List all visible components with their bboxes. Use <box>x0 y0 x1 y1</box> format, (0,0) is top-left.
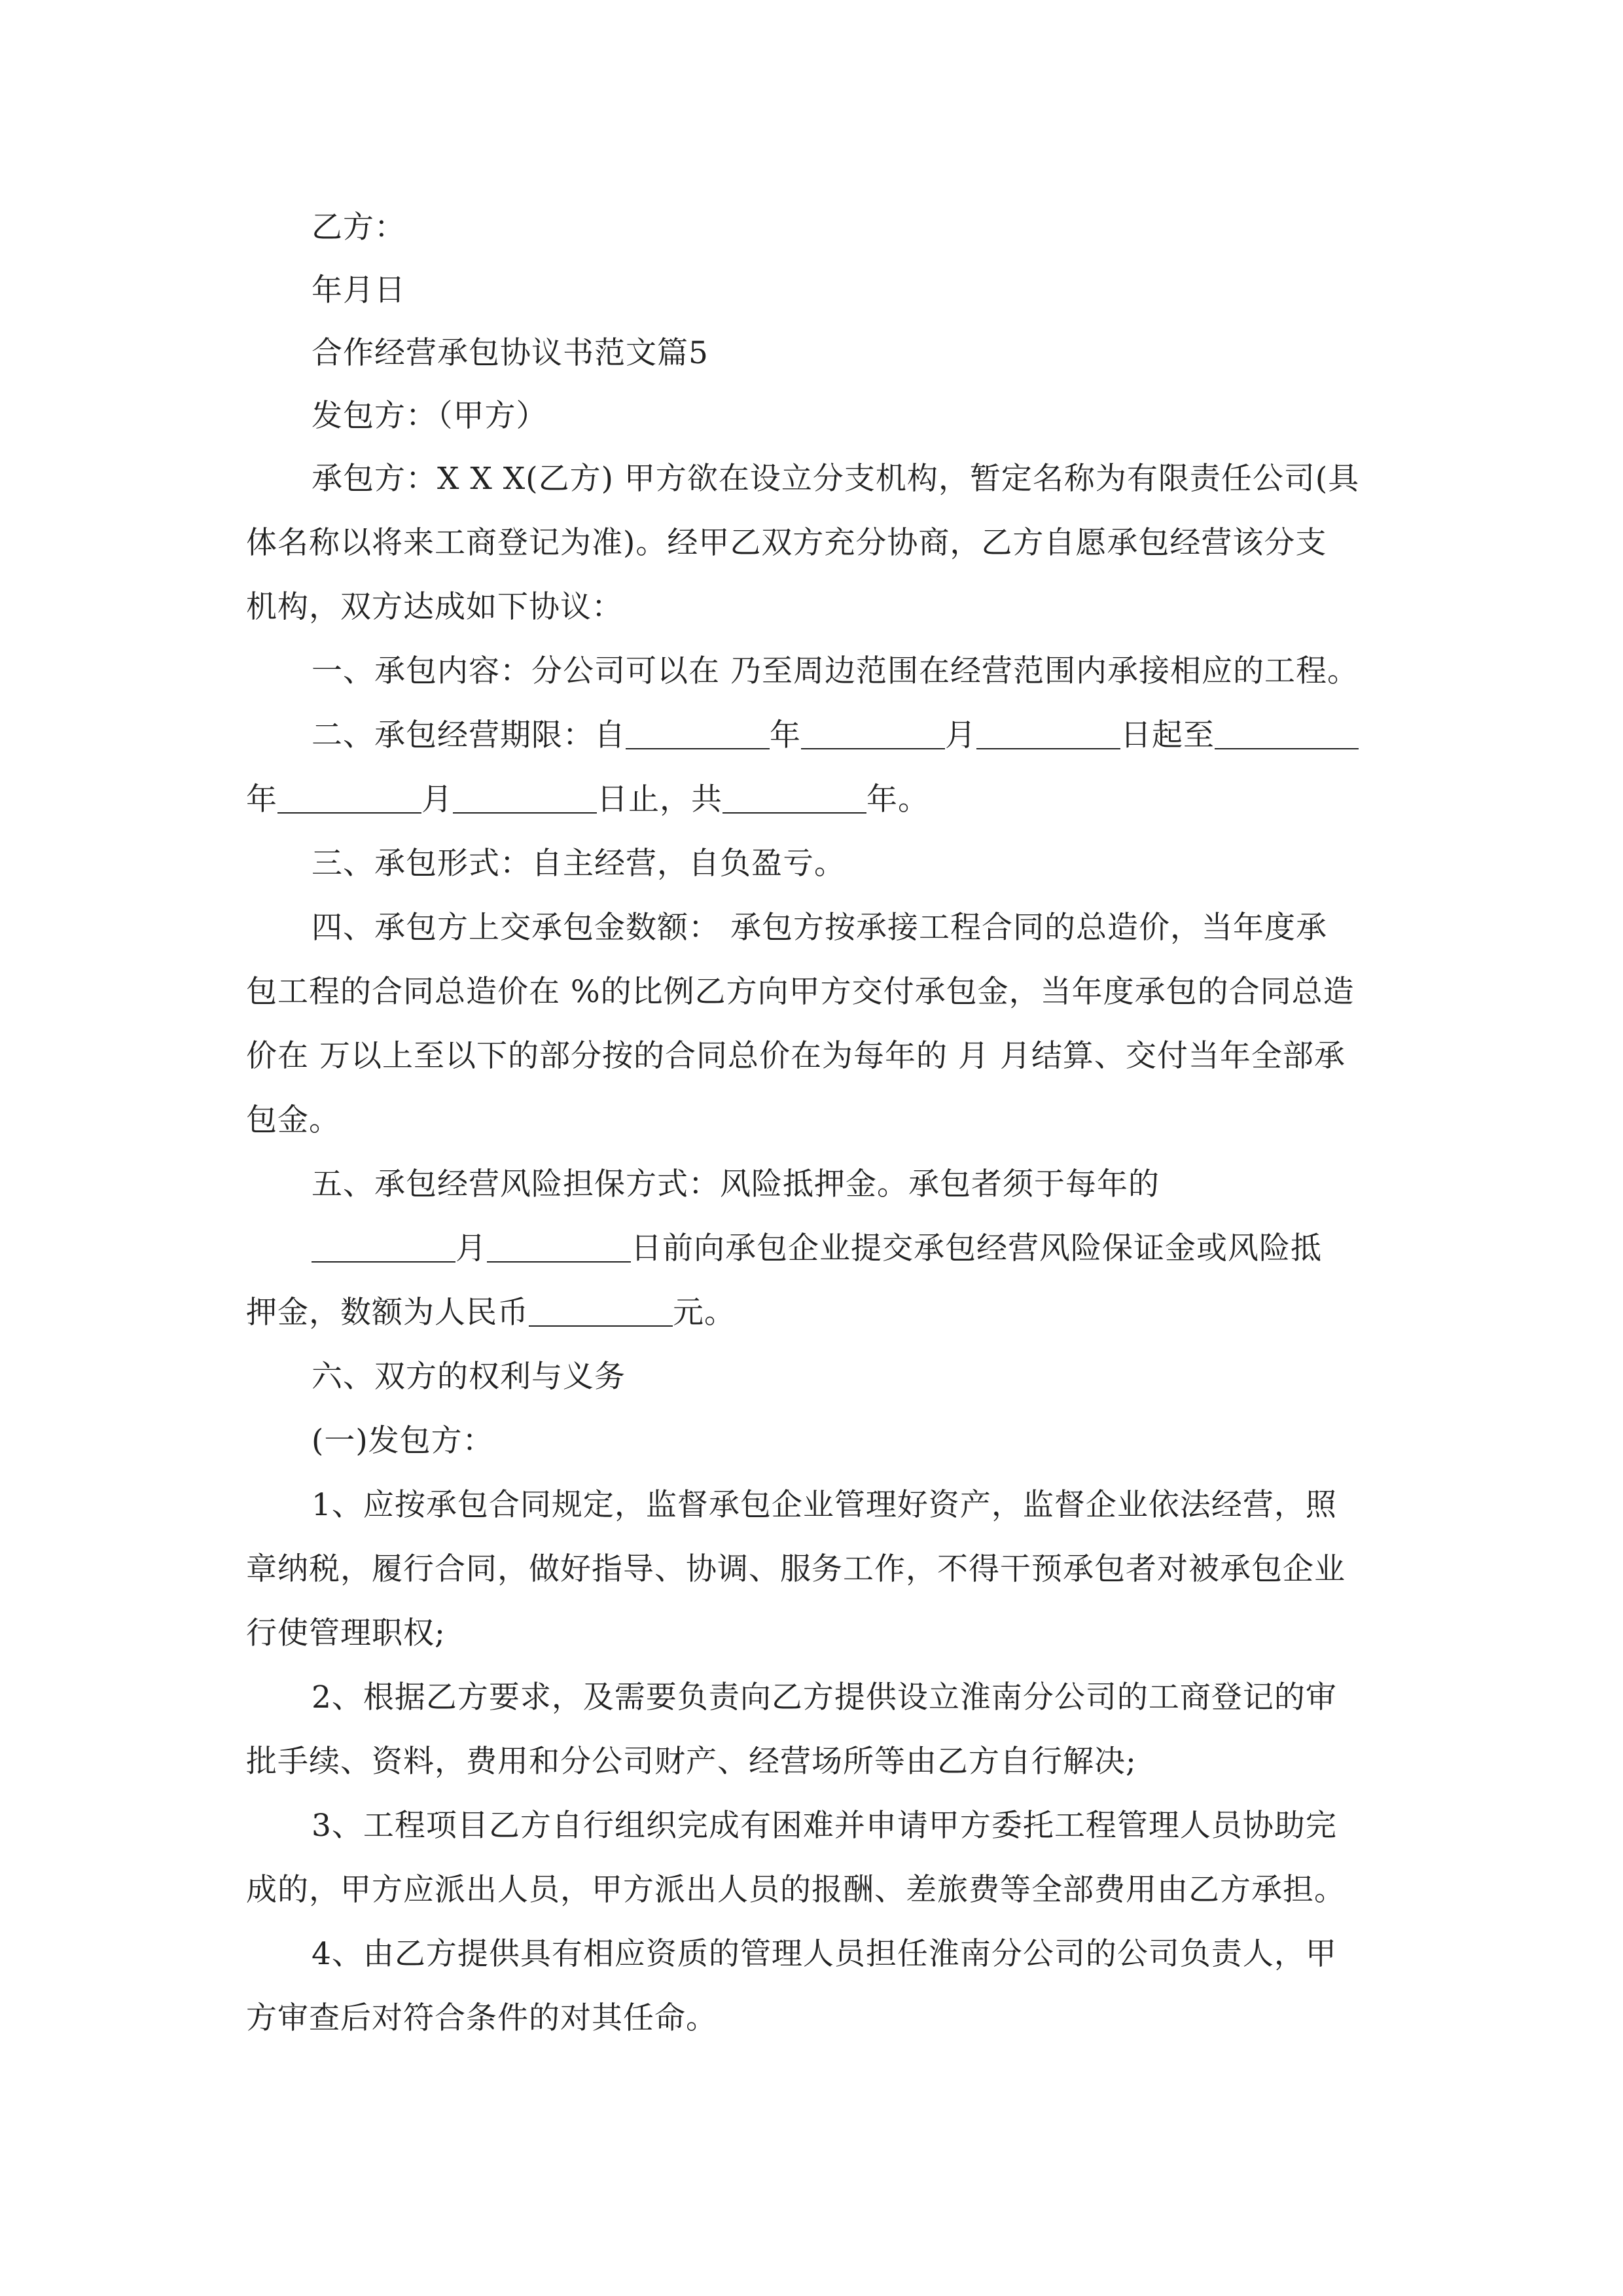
signature-date: 年月日 <box>312 272 406 308</box>
clause-2-from: 自 <box>594 717 626 753</box>
clause-2-continued <box>246 780 1385 819</box>
blank-field <box>976 722 1120 749</box>
blank-field <box>1215 722 1359 749</box>
paragraph-line: 行使管理职权; <box>246 1615 446 1651</box>
item-3: 3、工程项目乙方自行组织完成有困难并申请甲方委托工程管理人员协助完 <box>312 1808 1337 1844</box>
paragraph-line: 方审查后对符合条件的对其任命。 <box>246 2000 717 2036</box>
item-2: 2、根据乙方要求，及需要负责向乙方提供设立淮南分公司的工商登记的审 <box>312 1679 1337 1715</box>
clause-2-day-end: 日止，共 <box>597 781 722 817</box>
clause-5-amount-label: 押金，数额为人民币 <box>246 1295 529 1331</box>
subsection-party-a: (一)发包方： <box>312 1423 494 1459</box>
blank-field <box>626 722 770 749</box>
clause-5-day-before: 日前向承包企业提交承包经营风险保证金或风险抵 <box>631 1230 1322 1266</box>
clause-2 <box>312 716 1385 755</box>
paragraph-line: 章纳税，履行合同，做好指导、协调、服务工作，不得干预承包者对被承包企业 <box>246 1551 1346 1587</box>
clause-6: 六、双方的权利与义务 <box>312 1359 626 1395</box>
blank-field <box>312 1235 455 1263</box>
blank-field <box>529 1299 673 1327</box>
blank-field <box>722 786 866 814</box>
clause-2-year-end-label: 年 <box>246 781 277 817</box>
clause-5-continued <box>312 1229 1385 1268</box>
clause-1: 一、承包内容：分公司可以在 乃至周边范围在经营范围内承接相应的工程。 <box>312 653 1359 689</box>
clause-5-yuan: 元。 <box>673 1295 736 1331</box>
blank-field <box>801 722 945 749</box>
section-title: 合作经营承包协议书范文篇5 <box>312 335 709 371</box>
clause-2-year-total: 年。 <box>866 781 929 817</box>
clause-2-month: 月 <box>945 717 976 753</box>
paragraph-line: 承包方：X X X(乙方) 甲方欲在设立分支机构，暂定名称为有限责任公司(具 <box>312 461 1360 497</box>
item-4: 4、由乙方提供具有相应资质的管理人员担任淮南分公司的公司负责人，甲 <box>312 1936 1337 1972</box>
blank-field <box>277 786 421 814</box>
clause-5: 五、承包经营风险担保方式：风险抵押金。承包者须于每年的 <box>312 1166 1160 1202</box>
clause-2-day-start: 日起至 <box>1120 717 1215 753</box>
clause-5-amount <box>246 1293 1385 1333</box>
clause-5-month: 月 <box>455 1230 487 1266</box>
item-1: 1、应按承包合同规定，监督承包企业管理好资产，监督企业依法经营，照 <box>312 1487 1337 1523</box>
blank-field <box>453 786 597 814</box>
paragraph-line: 包工程的合同总造价在 %的比例乙方向甲方交付承包金，当年度承包的合同总造 <box>246 974 1355 1010</box>
paragraph-line: 包金。 <box>246 1102 340 1138</box>
party-a-line: 发包方：（甲方） <box>312 398 548 434</box>
paragraph-line: 机构，双方达成如下协议： <box>246 589 623 625</box>
clause-2-year: 年 <box>770 717 801 753</box>
paragraph-line: 价在 万以上至以下的部分按的合同总价在为每年的 月 月结算、交付当年全部承 <box>246 1038 1346 1074</box>
blank-field <box>487 1235 631 1263</box>
paragraph-line: 体名称以将来工商登记为准)。经甲乙双方充分协商，乙方自愿承包经营该分支 <box>246 525 1327 561</box>
clause-2-label: 二、承包经营期限： <box>312 717 594 753</box>
clause-3: 三、承包形式：自主经营，自负盈亏。 <box>312 846 846 882</box>
clause-2-month-end-label: 月 <box>421 781 453 817</box>
signature-party-b: 乙方： <box>312 209 406 245</box>
paragraph-line: 批手续、资料，费用和分公司财产、经营场所等由乙方自行解决; <box>246 1744 1137 1780</box>
paragraph-line: 成的，甲方应派出人员，甲方派出人员的报酬、差旅费等全部费用由乙方承担。 <box>246 1872 1346 1908</box>
clause-4: 四、承包方上交承包金数额： 承包方按承接工程合同的总造价，当年度承 <box>312 910 1327 946</box>
